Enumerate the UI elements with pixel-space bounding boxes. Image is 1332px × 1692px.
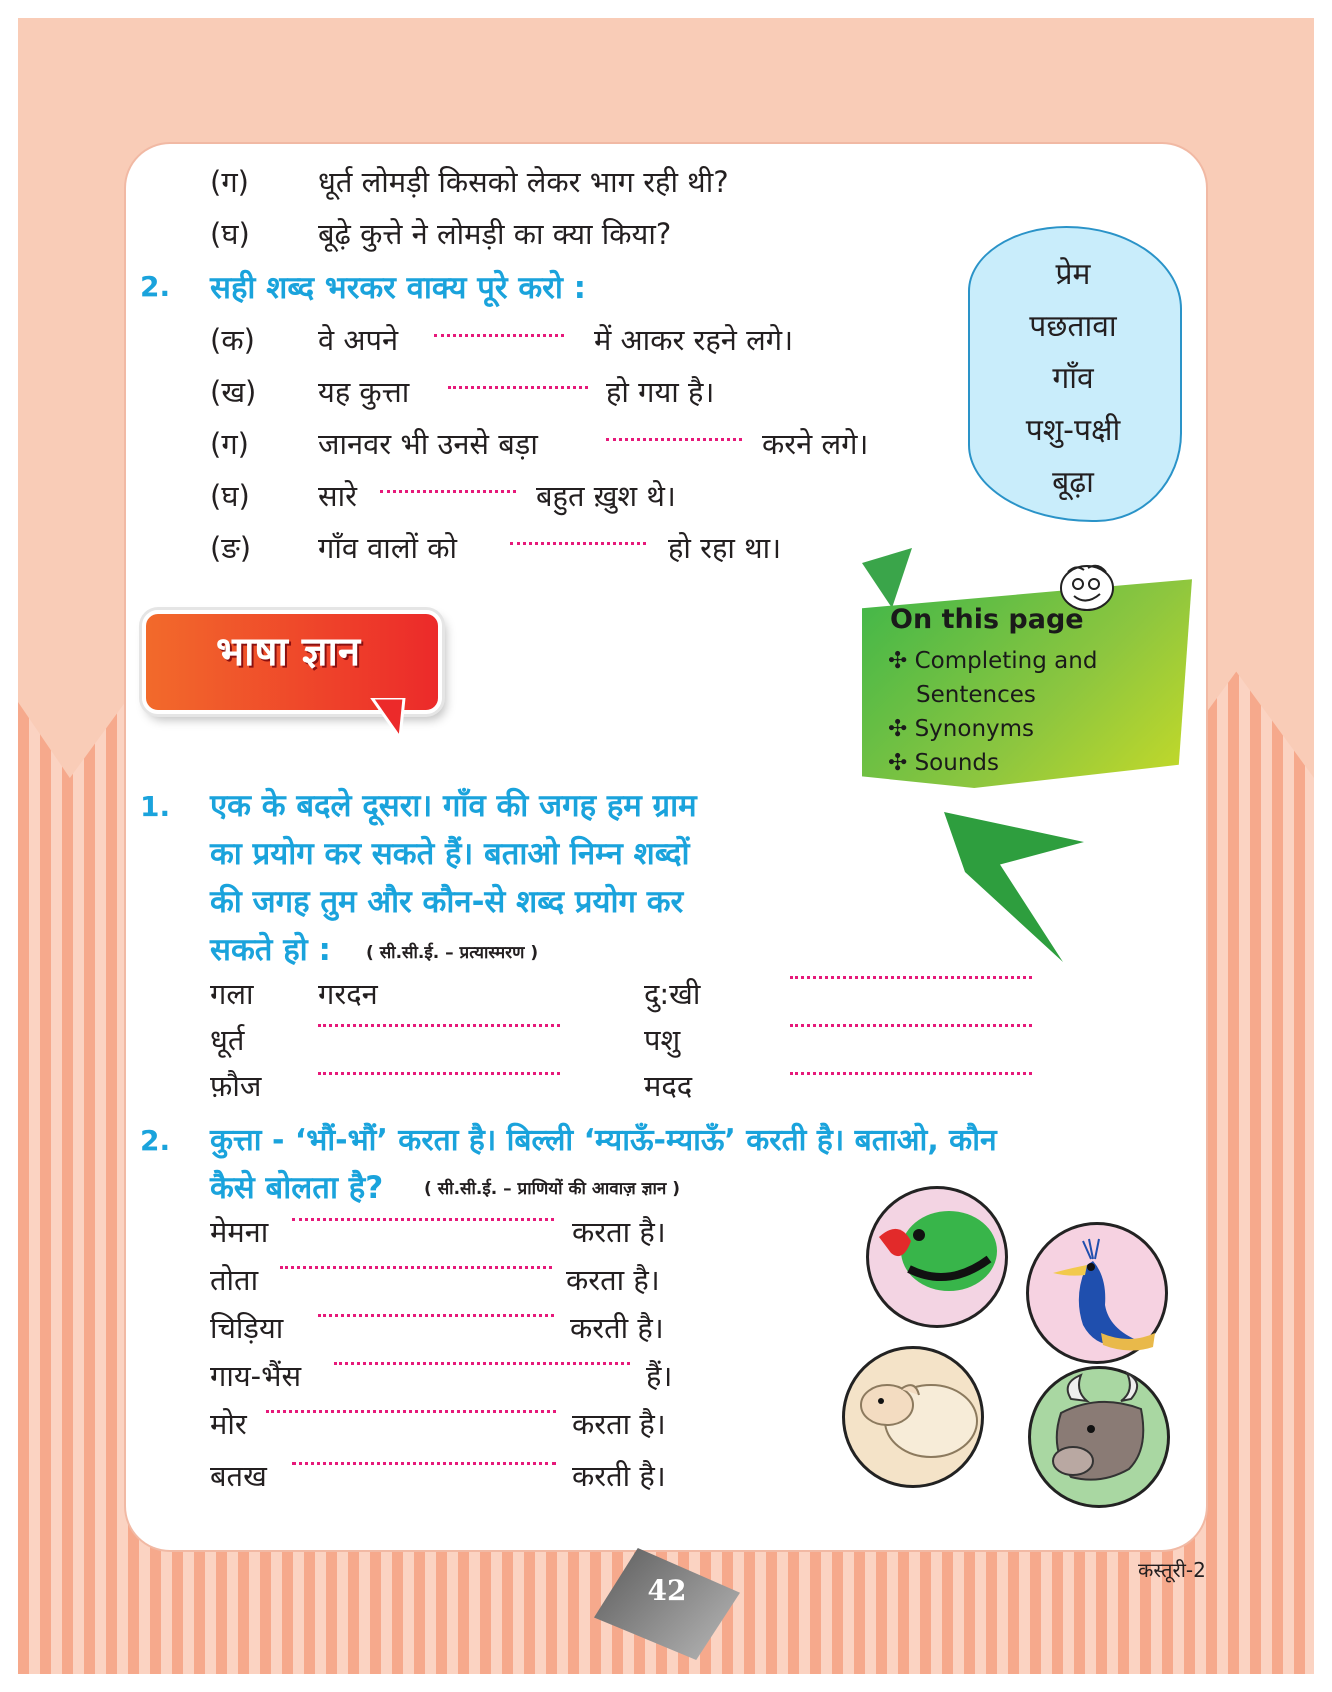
synonym-word: दु:खी — [644, 977, 701, 1011]
item-after: में आकर रहने लगे। — [594, 323, 794, 357]
animal-name: बतख — [210, 1459, 267, 1493]
section-banner-title: भाषा ज्ञान — [215, 629, 361, 675]
buffalo-picture — [1028, 1366, 1170, 1508]
on-this-page-item: ✣ Completing and — [888, 648, 1098, 674]
question-text: धूर्त लोमड़ी किसको लेकर भाग रही थी? — [318, 165, 729, 199]
blank-line[interactable] — [292, 1218, 554, 1221]
synonym-word: पशु — [644, 1023, 681, 1057]
page-number: 42 — [647, 1574, 687, 1607]
blank-line[interactable] — [380, 490, 516, 493]
instruction-line: कुत्ता - ‘भौं-भौं’ करता है। बिल्ली ‘म्याऊँ-म्याऊँ’ करती है। बताओ, कौन — [210, 1123, 997, 1158]
blank-line[interactable] — [292, 1462, 556, 1465]
instruction-line: एक के बदले दूसरा। गाँव की जगह हम ग्राम — [210, 788, 697, 824]
lamb-icon — [845, 1349, 981, 1485]
blank-line[interactable] — [334, 1362, 630, 1365]
question-num: (घ) — [210, 217, 250, 251]
item-before: गाँव वालों को — [318, 531, 457, 565]
item-before: यह कुत्ता — [318, 375, 410, 409]
section-number: 2. — [140, 270, 171, 303]
section-number: 1. — [140, 790, 171, 823]
animal-name: मोर — [210, 1407, 247, 1441]
cce-note: ( सी.सी.ई. – प्राणियों की आवाज़ ज्ञान ) — [424, 1179, 681, 1199]
item-num: (क) — [210, 323, 255, 357]
item-before: वे अपने — [318, 323, 399, 357]
synonym-word: धूर्त — [210, 1023, 245, 1057]
parrot-picture — [866, 1186, 1008, 1328]
word-box-word: पछतावा — [1029, 309, 1117, 344]
question-text: बूढ़े कुत्ते ने लोमड़ी का क्या किया? — [318, 217, 672, 251]
blank-line[interactable] — [318, 1072, 560, 1075]
instruction-line: का प्रयोग कर सकते हैं। बताओ निम्न शब्दों — [210, 836, 690, 872]
sentence-end: करता है। — [566, 1263, 660, 1297]
buffalo-icon — [1031, 1369, 1167, 1505]
peacock-picture — [1026, 1222, 1168, 1364]
item-num: (ग) — [210, 427, 249, 461]
sentence-end: करता है। — [572, 1215, 666, 1249]
on-this-page-item: ✣ Synonyms — [888, 716, 1035, 742]
blank-line[interactable] — [790, 1072, 1032, 1075]
word-box-word: प्रेम — [1055, 257, 1091, 292]
animal-name: गाय-भैंस — [210, 1359, 302, 1393]
peacock-icon — [1029, 1225, 1165, 1361]
synonym-word: गला — [210, 977, 254, 1011]
section-number: 2. — [140, 1124, 171, 1157]
item-before: जानवर भी उनसे बड़ा — [318, 427, 538, 461]
item-after: हो गया है। — [606, 375, 715, 409]
blank-line[interactable] — [790, 1024, 1032, 1027]
blank-line[interactable] — [318, 1024, 560, 1027]
blank-line[interactable] — [448, 386, 588, 389]
blank-line[interactable] — [790, 976, 1032, 979]
instruction-line: कैसे बोलता है? — [210, 1170, 384, 1206]
blank-line[interactable] — [606, 438, 742, 441]
on-this-page-item: ✣ Sounds — [888, 750, 999, 776]
word-box-word: गाँव — [1052, 361, 1094, 396]
on-this-page-item: Sentences — [916, 682, 1036, 708]
item-num: (घ) — [210, 479, 250, 513]
book-title: कस्तूरी-2 — [1138, 1558, 1206, 1582]
synonym-answer: गरदन — [318, 977, 378, 1011]
animal-name: मेमना — [210, 1215, 269, 1249]
sentence-end: हैं। — [646, 1359, 673, 1393]
instruction-line: की जगह तुम और कौन-से शब्द प्रयोग कर — [210, 884, 684, 920]
question-num: (ग) — [210, 165, 249, 199]
synonym-word: मदद — [644, 1069, 693, 1103]
item-after: हो रहा था। — [668, 531, 782, 565]
item-after: करने लगे। — [762, 427, 869, 461]
blank-line[interactable] — [266, 1410, 556, 1413]
lamb-picture — [842, 1346, 984, 1488]
sentence-end: करती है। — [570, 1311, 664, 1345]
sentence-end: करती है। — [572, 1459, 666, 1493]
animal-name: चिड़िया — [210, 1311, 284, 1345]
blank-line[interactable] — [318, 1314, 554, 1317]
item-num: (ङ) — [210, 531, 252, 565]
synonym-word: फ़ौज — [210, 1069, 262, 1103]
blank-line[interactable] — [434, 334, 564, 337]
blank-line[interactable] — [510, 542, 646, 545]
blank-line[interactable] — [280, 1266, 552, 1269]
banner-pointer — [370, 698, 406, 742]
on-this-page-title: On this page — [890, 604, 1084, 635]
instruction-line: सकते हो : — [210, 932, 331, 968]
item-after: बहुत ख़ुश थे। — [536, 479, 676, 513]
section-title: सही शब्द भरकर वाक्य पूरे करो : — [210, 270, 587, 306]
item-before: सारे — [318, 479, 357, 513]
item-num: (ख) — [210, 375, 257, 409]
word-box-word: बूढ़ा — [1052, 465, 1094, 500]
parrot-icon — [869, 1189, 1005, 1325]
word-box-word: पशु-पक्षी — [1025, 413, 1121, 448]
sentence-end: करता है। — [572, 1407, 666, 1441]
animal-name: तोता — [210, 1263, 259, 1297]
cce-note: ( सी.सी.ई. – प्रत्यास्मरण ) — [366, 943, 539, 963]
